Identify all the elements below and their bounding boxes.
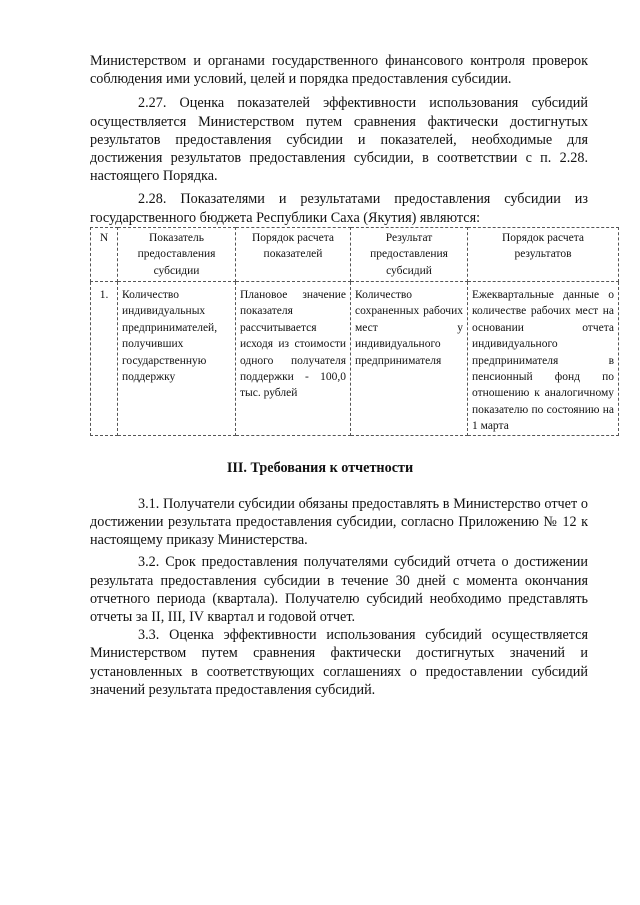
cell-number: 1. bbox=[91, 282, 118, 436]
indicators-table bbox=[90, 227, 619, 436]
cell-result-calculation: Ежеквартальные данные о количестве рабочих мест на основании отчета индивидуального предпринимателя в пенсионный фонд по отношению к аналогичному показателю по состоянию на 1 марта bbox=[468, 282, 619, 436]
header-indicator-calculation: Порядок расчета показателей bbox=[236, 227, 351, 281]
paragraph-3-3: 3.3. Оценка эффективности использования субсидий осуществляется Министерством путем сравнения фактически достигнутых значений и установленных в соответствующих соглашениях о предоставлении субсидий значений результата предоставления субсидий. bbox=[90, 627, 588, 698]
header-result-calculation: Порядок расчета результатов bbox=[468, 227, 619, 281]
paragraph-2-27: 2.27. Оценка показателей эффективности использования субсидий осуществляется Министерством путем сравнения фактически достигнутых результатов предоставления субсидии и показателей, необходимые для достижения результатов предоставления субсидии, в соответствии с п. 2.28. настоящего Порядка. bbox=[90, 95, 588, 185]
cell-result: Количество сохраненных рабочих мест у индивидуального предпринимателя bbox=[351, 282, 468, 436]
header-number: N bbox=[91, 227, 118, 281]
cell-indicator-calculation: Плановое значение показателя рассчитывается исходя из стоимости одного получателя поддержки - 100,0 тыс. рублей bbox=[236, 282, 351, 436]
table-row bbox=[91, 282, 619, 436]
header-indicator: Показатель предоставления субсидии bbox=[118, 227, 236, 281]
paragraph-3-2: 3.2. Срок предоставления получателями субсидий отчета о достижении результата предоставления субсидии в течение 30 дней с момента окончания отчетного периода (квартала). Получателю субсидий необходимо представлять отчеты за II, III, IV квартал и годовой отчет. bbox=[90, 554, 588, 625]
section-heading: III. Требования к отчетности bbox=[226, 459, 414, 476]
paragraph-intro: Министерством и органами государственного финансового контроля проверок соблюдения ими условий, целей и порядка предоставления субсидии. bbox=[90, 53, 588, 88]
header-result: Результат предоставления субсидий bbox=[351, 227, 468, 281]
table-header-row bbox=[91, 227, 619, 281]
cell-indicator: Количество индивидуальных предпринимателей, получивших государственную поддержку bbox=[118, 282, 236, 436]
paragraph-3-1: 3.1. Получатели субсидии обязаны предоставлять в Министерство отчет о достижении результата предоставления субсидии, согласно Приложению № 12 к настоящему приказу Министерства. bbox=[90, 495, 588, 549]
paragraph-2-28: 2.28. Показателями и результатами предоставления субсидии из государственного бюджета Республики Саха (Якутия) являются: bbox=[90, 191, 588, 226]
